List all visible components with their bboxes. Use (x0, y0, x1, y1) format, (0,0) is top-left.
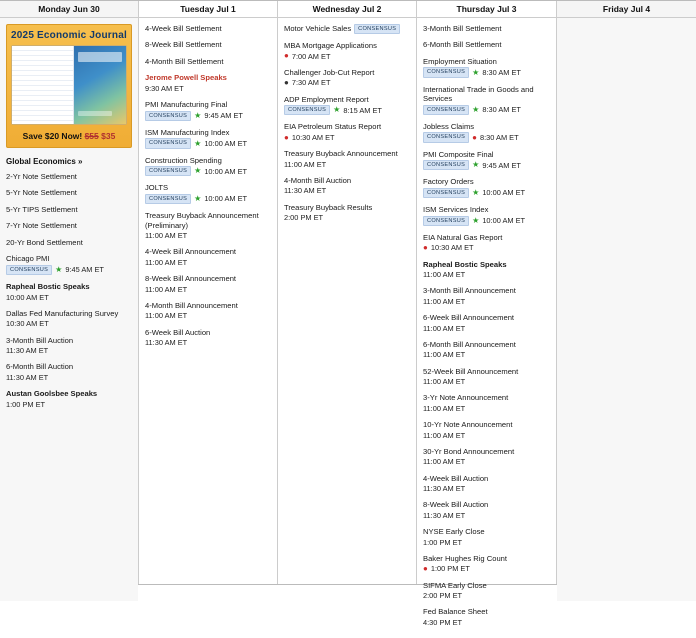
event-title: 4-Month Bill Auction (284, 175, 352, 185)
event-title: 6-Month Bill Settlement (423, 40, 502, 50)
event-title: Jobless Claims (423, 121, 475, 131)
list-item[interactable] (423, 24, 550, 33)
list-item[interactable] (423, 500, 550, 520)
promo-old-price: $55 (84, 131, 99, 141)
list-item[interactable] (145, 73, 271, 93)
star-icon: ★ (472, 104, 480, 114)
day-header-friday: Friday Jul 4 (557, 1, 696, 18)
star-icon: ★ (194, 138, 202, 148)
event-time: 10:00 AM ET (204, 194, 248, 204)
event-title: 4-Week Bill Auction (423, 473, 489, 483)
list-item[interactable] (423, 233, 550, 253)
event-title: Austan Goolsbee Speaks (6, 389, 98, 399)
promo-banner[interactable] (6, 24, 132, 148)
event-title: EIA Petroleum Status Report (284, 122, 382, 132)
day-column-thursday (417, 1, 557, 627)
list-item[interactable] (423, 150, 550, 171)
event-time: 11:00 AM ET (423, 403, 466, 413)
list-item[interactable] (6, 238, 132, 247)
list-item[interactable] (145, 247, 271, 267)
promo-price-line (11, 131, 127, 141)
event-time: 11:00 AM ET (423, 457, 466, 467)
event-time: 8:30 AM ET (482, 105, 521, 115)
event-time: 11:30 AM ET (6, 372, 49, 382)
red-dot-icon: ● (472, 132, 477, 142)
event-title: 4-Month Bill Settlement (145, 56, 224, 66)
event-title: Motor Vehicle Sales (284, 24, 352, 34)
consensus-badge: CONSENSUS (354, 24, 400, 34)
list-item[interactable] (6, 205, 132, 214)
list-item[interactable] (6, 309, 132, 329)
event-time: 11:00 AM ET (145, 311, 188, 321)
red-dot-icon: ● (423, 243, 428, 253)
list-item[interactable] (423, 554, 550, 574)
list-item[interactable] (145, 100, 271, 121)
list-item[interactable] (284, 68, 410, 88)
event-title: 20-Yr Bond Settlement (6, 237, 83, 247)
event-title: 6-Month Bill Announcement (423, 339, 516, 349)
list-item[interactable] (6, 282, 132, 302)
global-economics-link[interactable]: Global Economics » (6, 157, 83, 166)
list-item[interactable] (423, 393, 550, 413)
event-title: Treasury Buyback Results (284, 202, 373, 212)
event-title: Employment Situation (423, 56, 497, 66)
consensus-badge: CONSENSUS (6, 265, 52, 275)
list-item[interactable] (423, 57, 550, 78)
event-title: 6-Week Bill Announcement (423, 313, 515, 323)
event-time: 11:00 AM ET (423, 296, 466, 306)
list-item[interactable] (6, 362, 132, 382)
star-icon: ★ (194, 110, 202, 120)
event-title: International Trade in Goods and Services (423, 84, 534, 104)
event-title: Rapheal Bostic Speaks (6, 282, 90, 292)
event-title: Rapheal Bostic Speaks (423, 259, 507, 269)
event-title: 8-Week Bill Settlement (145, 40, 222, 50)
list-item[interactable] (423, 607, 550, 627)
event-title: Treasury Buyback Announcement (284, 149, 398, 159)
list-item[interactable] (423, 177, 550, 198)
list-item[interactable] (284, 41, 410, 61)
event-time: 10:30 AM ET (430, 243, 474, 253)
event-time: 11:00 AM ET (145, 231, 188, 241)
day-header-wednesday: Wednesday Jul 2 (278, 1, 416, 18)
list-item[interactable] (423, 122, 550, 143)
list-item[interactable] (423, 447, 550, 467)
list-item[interactable] (423, 581, 550, 601)
list-item[interactable] (145, 274, 271, 294)
list-item[interactable] (284, 122, 410, 142)
event-time: 9:30 AM ET (145, 83, 184, 93)
event-title: PMI Composite Final (423, 149, 494, 159)
consensus-badge: CONSENSUS (423, 132, 469, 142)
event-time: 11:00 AM ET (284, 159, 327, 169)
event-title: PMI Manufacturing Final (145, 100, 228, 110)
event-title: MBA Mortgage Applications (284, 41, 377, 51)
promo-new-price: $35 (101, 131, 116, 141)
star-icon: ★ (194, 166, 202, 176)
event-time: 9:45 AM ET (204, 111, 243, 121)
consensus-badge: CONSENSUS (145, 194, 191, 204)
list-item[interactable] (145, 328, 271, 348)
event-time: 10:30 AM ET (291, 132, 335, 142)
journal-cover-art-icon (11, 45, 127, 125)
day-header-thursday: Thursday Jul 3 (417, 1, 556, 18)
list-item[interactable] (145, 128, 271, 149)
day-body-wednesday (278, 18, 416, 233)
event-title: Dallas Fed Manufacturing Survey (6, 308, 119, 318)
list-item[interactable] (423, 85, 550, 115)
event-title: 7-Yr Note Settlement (6, 221, 77, 231)
event-time: 10:00 AM ET (6, 292, 49, 302)
consensus-badge: CONSENSUS (423, 216, 469, 226)
list-item[interactable] (145, 57, 271, 66)
list-item[interactable] (423, 205, 550, 226)
event-time: 10:00 AM ET (482, 188, 526, 198)
consensus-badge: CONSENSUS (423, 160, 469, 170)
list-item[interactable] (423, 527, 550, 547)
list-item[interactable] (423, 313, 550, 333)
event-title: 4-Month Bill Announcement (145, 300, 238, 310)
event-time: 11:00 AM ET (423, 377, 466, 387)
event-title: SIFMA Early Close (423, 580, 487, 590)
event-title: 5-Yr TIPS Settlement (6, 204, 78, 214)
list-item[interactable] (6, 172, 132, 181)
event-time: 8:15 AM ET (343, 105, 382, 115)
event-time: 11:30 AM ET (284, 186, 327, 196)
event-title: ADP Employment Report (284, 94, 369, 104)
event-time: 7:00 AM ET (291, 51, 331, 61)
dot-icon: ● (284, 78, 289, 88)
event-title: Challenger Job-Cut Report (284, 68, 375, 77)
list-item[interactable] (284, 176, 410, 196)
list-item[interactable] (145, 183, 271, 204)
star-icon: ★ (472, 67, 480, 77)
list-item[interactable] (6, 389, 132, 409)
day-body-tuesday (139, 18, 277, 358)
event-title: 4-Week Bill Settlement (145, 24, 222, 33)
event-title: EIA Natural Gas Report (423, 232, 503, 242)
event-title: 2-Yr Note Settlement (6, 172, 77, 181)
event-title: 8-Week Bill Announcement (145, 274, 237, 284)
list-item[interactable] (6, 188, 132, 197)
event-title: 8-Week Bill Auction (423, 500, 489, 510)
event-title: 4-Week Bill Announcement (145, 247, 237, 257)
day-header-tuesday: Tuesday Jul 1 (139, 1, 277, 18)
day-body-monday (0, 18, 138, 601)
event-title: Baker Hughes Rig Count (423, 553, 507, 563)
event-title: 52-Week Bill Announcement (423, 366, 519, 376)
event-title: 5-Yr Note Settlement (6, 188, 77, 198)
list-item[interactable] (284, 24, 410, 34)
event-title: ISM Manufacturing Index (145, 127, 230, 137)
red-dot-icon: ● (284, 51, 289, 61)
event-title: Factory Orders (423, 177, 474, 187)
list-item[interactable] (284, 95, 410, 116)
list-item[interactable] (145, 40, 271, 49)
event-title: 3-Month Bill Announcement (423, 286, 516, 296)
day-column-monday (0, 1, 139, 584)
list-item[interactable] (423, 260, 550, 280)
star-icon: ★ (194, 194, 202, 204)
event-title: 6-Month Bill Auction (6, 362, 74, 372)
list-item[interactable] (423, 367, 550, 387)
event-title: Fed Balance Sheet (423, 607, 488, 617)
event-title: 3-Month Bill Auction (6, 335, 74, 345)
event-title: Treasury Buyback Announcement (Preliminary) (145, 211, 259, 230)
day-body-friday (557, 18, 696, 601)
consensus-badge: CONSENSUS (423, 105, 469, 115)
promo-save-text: Save $20 Now! (22, 131, 83, 141)
consensus-badge: CONSENSUS (145, 166, 191, 176)
event-time: 11:30 AM ET (423, 510, 466, 520)
day-header-monday: Monday Jun 30 (0, 1, 138, 18)
day-column-friday (557, 1, 696, 584)
event-time: 10:00 AM ET (482, 216, 526, 226)
event-time: 11:00 AM ET (423, 323, 466, 333)
red-dot-icon: ● (284, 132, 289, 142)
consensus-badge: CONSENSUS (145, 138, 191, 148)
day-column-wednesday (278, 1, 417, 584)
event-time: 8:30 AM ET (482, 67, 521, 77)
event-time: 11:00 AM ET (145, 257, 188, 267)
event-time: 10:00 AM ET (204, 166, 248, 176)
list-item[interactable] (423, 474, 550, 494)
list-item[interactable] (284, 203, 410, 223)
event-time: 2:00 PM ET (284, 213, 324, 223)
event-time: 8:30 AM ET (479, 132, 519, 142)
event-title: ISM Services Index (423, 205, 489, 215)
list-item[interactable] (145, 156, 271, 177)
star-icon: ★ (472, 215, 480, 225)
list-item[interactable] (284, 149, 410, 169)
event-title: NYSE Early Close (423, 527, 485, 537)
list-item[interactable] (423, 420, 550, 440)
event-time: 1:00 PM ET (423, 537, 463, 547)
event-title: Jerome Powell Speaks (145, 73, 227, 83)
event-time: 11:00 AM ET (145, 284, 188, 294)
event-time: 9:45 AM ET (65, 265, 104, 275)
event-title: JOLTS (145, 183, 169, 193)
list-item[interactable] (6, 221, 132, 230)
list-item[interactable] (145, 301, 271, 321)
event-time: 11:00 AM ET (423, 430, 466, 440)
consensus-badge: CONSENSUS (423, 67, 469, 77)
promo-title: 2025 Economic Journal (11, 30, 127, 41)
event-time: 10:30 AM ET (6, 319, 49, 329)
star-icon: ★ (472, 188, 480, 198)
event-time: 9:45 AM ET (482, 160, 521, 170)
event-time: 11:30 AM ET (6, 346, 49, 356)
event-time: 11:30 AM ET (423, 484, 466, 494)
event-time: 11:00 AM ET (423, 350, 466, 360)
event-time: 11:30 AM ET (145, 338, 188, 348)
list-item[interactable] (145, 24, 271, 33)
event-title: 30-Yr Bond Announcement (423, 446, 515, 456)
day-body-thursday (417, 18, 556, 638)
event-title: 3-Yr Note Announcement (423, 393, 509, 403)
day-column-tuesday (139, 1, 278, 584)
event-title: Chicago PMI (6, 254, 50, 264)
list-item[interactable] (6, 336, 132, 356)
event-time: 11:00 AM ET (423, 270, 466, 280)
event-title: 6-Week Bill Auction (145, 327, 211, 337)
event-title: Construction Spending (145, 155, 222, 165)
list-item[interactable] (423, 286, 550, 306)
list-item[interactable] (423, 40, 550, 49)
event-time: 7:30 AM ET (291, 78, 331, 88)
list-item[interactable] (6, 254, 132, 275)
star-icon: ★ (333, 105, 341, 115)
list-item[interactable] (423, 340, 550, 360)
event-time: 2:00 PM ET (423, 590, 463, 600)
event-time: 1:00 PM ET (430, 564, 470, 574)
list-item[interactable] (145, 211, 271, 240)
event-title: 3-Month Bill Settlement (423, 24, 502, 33)
event-time: 4:30 PM ET (423, 617, 463, 627)
consensus-badge: CONSENSUS (284, 105, 330, 115)
event-time: 10:00 AM ET (204, 138, 248, 148)
consensus-badge: CONSENSUS (423, 188, 469, 198)
consensus-badge: CONSENSUS (145, 111, 191, 121)
event-time: 1:00 PM ET (6, 399, 46, 409)
red-dot-icon: ● (423, 563, 428, 573)
star-icon: ★ (55, 265, 63, 275)
star-icon: ★ (472, 160, 480, 170)
event-title: 10-Yr Note Announcement (423, 420, 513, 430)
